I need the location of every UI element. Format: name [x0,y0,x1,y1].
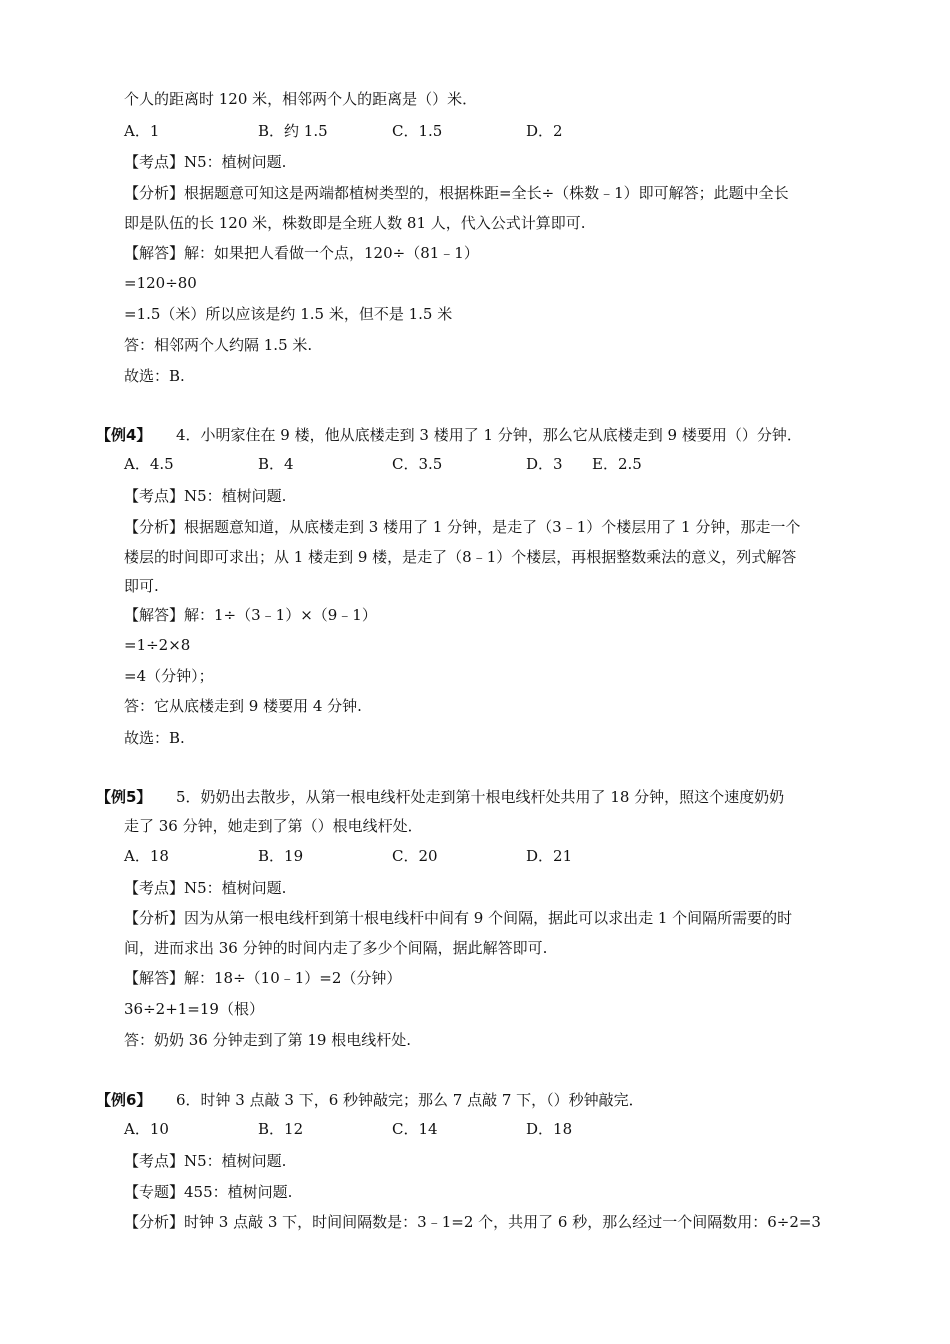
jieda-line: 【解答】解：18÷（10﹣1）=2（分钟） [124,969,402,987]
fenxi-line: 【分析】时钟 3 点敲 3 下，时间间隔数是：3﹣1=2 个，共用了 6 秒，那么经过一个间隔数用：6÷2=3 [124,1213,821,1231]
fenxi-line: 即可. [124,577,159,595]
option-b: B．约 1.5 [258,122,328,140]
option-c: C．1.5 [392,122,443,140]
option-d: D．3 [526,455,563,473]
fenxi-line: 即是队伍的长 120 米，株数即是全班人数 81 人，代入公式计算即可. [124,214,586,232]
kaodian: 【考点】N5：植树问题. [124,1152,287,1170]
answer-line: 答：它从底楼走到 9 楼要用 4 分钟. [124,697,362,715]
jieda-line: 36÷2+1=19（根） [124,1000,264,1018]
example-6-question [96,1089,856,1111]
example-label: 【例5】 [96,788,152,806]
question-text: 走了 36 分钟，她走到了第（）根电线杆处． [124,817,423,835]
fenxi-line: 【分析】根据题意知道，从底楼走到 3 楼用了 1 分钟，是走了（3﹣1）个楼层用了 1 分钟，那走一个 [124,518,801,536]
example-label: 【例4】 [96,426,152,444]
kaodian: 【考点】N5：植树问题. [124,487,287,505]
jieda-line: =1.5（米）所以应该是约 1.5 米，但不是 1.5 米 [124,305,453,323]
option-a: A．10 [124,1120,169,1138]
question-text: 5．奶奶出去散步，从第一根电线杆处走到第十根电线杆处共用了 18 分钟，照这个速度奶奶 [176,788,785,806]
option-e: E．2.5 [592,455,642,473]
option-c: C．20 [392,847,438,865]
option-a: A．4.5 [124,455,174,473]
fenxi-line: 【分析】因为从第一根电线杆到第十根电线杆中间有 9 个间隔，据此可以求出走 1 个间隔所需要的时 [124,909,793,927]
jieda-line: 【解答】解：1÷（3﹣1）×（9﹣1） [124,606,377,624]
question-continuation: 个人的距离时 120 米，相邻两个人的距离是（）米． [124,90,478,108]
option-b: B．19 [258,847,304,865]
answer-line: 答：相邻两个人约隔 1.5 米. [124,336,313,354]
zhuanti: 【专题】455：植树问题. [124,1183,293,1201]
option-a: A．18 [124,847,169,865]
kaodian: 【考点】N5：植树问题. [124,153,287,171]
example-4-question [96,424,856,446]
fenxi-line: 间，进而求出 36 分钟的时间内走了多少个间隔，据此解答即可. [124,939,548,957]
fenxi-line: 【分析】根据题意可知这是两端都植树类型的，根据株距=全长÷（株数﹣1）即可解答；此题中全长 [124,184,789,202]
option-d: D．2 [526,122,563,140]
question-text: 4．小明家住在 9 楼，他从底楼走到 3 楼用了 1 分钟，那么它从底楼走到 9 楼要用（）分钟． [176,426,802,444]
option-a: A．1 [124,122,160,140]
option-d: D．18 [526,1120,573,1138]
option-c: C．3.5 [392,455,443,473]
option-d: D．21 [526,847,573,865]
jieda-line: 【解答】解：如果把人看做一个点，120÷（81﹣1） [124,244,479,262]
jieda-line: =4（分钟）； [124,667,214,685]
option-b: B．12 [258,1120,304,1138]
question-text: 6．时钟 3 点敲 3 下，6 秒钟敲完；那么 7 点敲 7 下，（）秒钟敲完． [176,1091,644,1109]
kaodian: 【考点】N5：植树问题. [124,879,287,897]
fenxi-line: 楼层的时间即可求出；从 1 楼走到 9 楼，是走了（8﹣1）个楼层，再根据整数乘法的意义，列式解答 [124,548,797,566]
choose-line: 故选：B. [124,729,185,747]
option-c: C．14 [392,1120,438,1138]
jieda-line: =120÷80 [124,274,197,292]
answer-line: 答：奶奶 36 分钟走到了第 19 根电线杆处. [124,1031,412,1049]
example-label: 【例6】 [96,1091,152,1109]
choose-line: 故选：B. [124,367,185,385]
example-5-question [96,786,866,808]
jieda-line: =1÷2×8 [124,636,191,654]
option-b: B．4 [258,455,294,473]
